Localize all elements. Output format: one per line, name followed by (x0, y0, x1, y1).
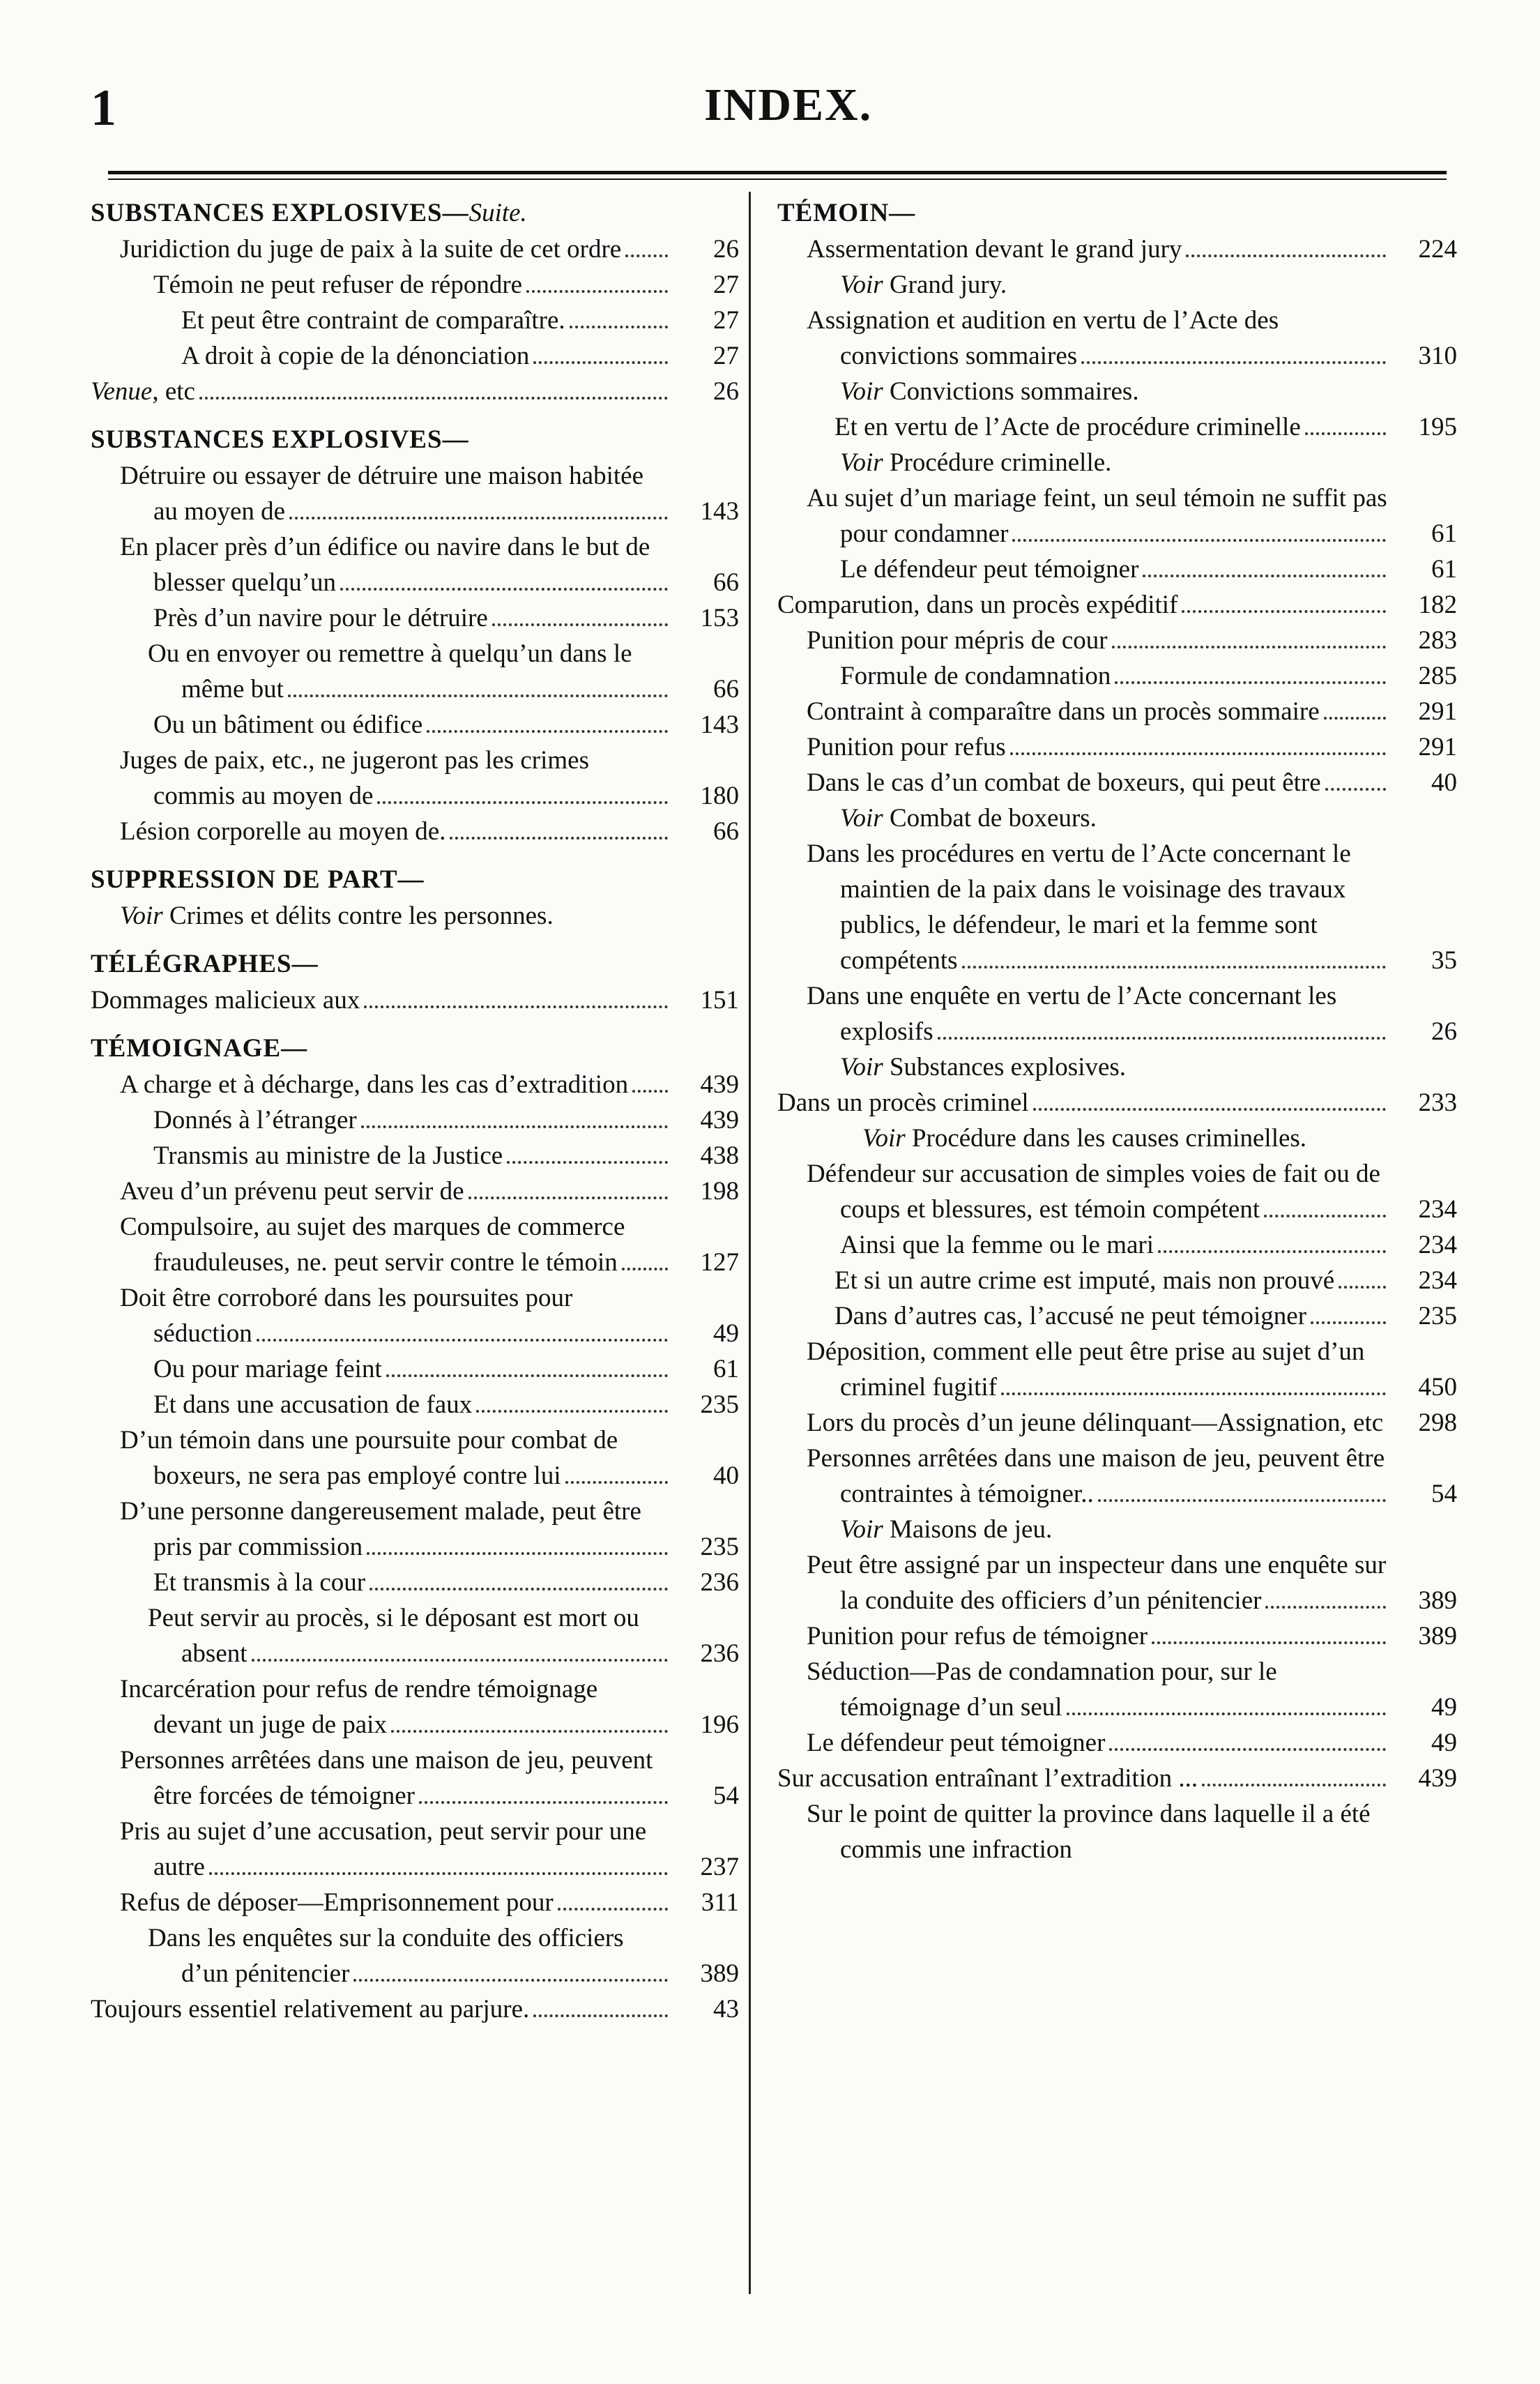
entry-page-number: 439 (700, 1070, 739, 1099)
leader-dots (1339, 1275, 1386, 1289)
entry-page-number: 389 (1418, 1622, 1457, 1650)
leader-dots (209, 1861, 668, 1875)
leader-dots (289, 506, 668, 519)
leader-dots (1067, 1701, 1386, 1715)
leader-dots (938, 1026, 1386, 1040)
leader-dots (367, 1541, 668, 1555)
header-rule-thin (108, 179, 1447, 180)
entry-text: En placer près d’un édifice ou navire dans le but de blesser quelqu’un (120, 533, 650, 597)
index-entry (777, 1121, 1457, 1156)
index-entry (91, 600, 739, 636)
index-entry (777, 374, 1457, 409)
index-section (777, 195, 1457, 1867)
entry-text: Donnés à l’étranger (153, 1106, 357, 1134)
column-divider (749, 192, 751, 2294)
index-entry (777, 1512, 1457, 1547)
section-heading-text: TÉLÉGRAPHES— (91, 950, 319, 978)
entry-text: Dans une enquête en vertu de l’Acte concernant les explosifs (807, 982, 1337, 1046)
index-entry (777, 836, 1457, 978)
index-entry (91, 458, 739, 529)
index-entry (91, 1351, 739, 1387)
index-entry (777, 1334, 1457, 1405)
entry-page-number: 439 (700, 1106, 739, 1134)
leader-dots (476, 1399, 668, 1413)
entry-text: Comparution, dans un procès expéditif (777, 591, 1178, 619)
index-section (91, 1031, 739, 2027)
leader-dots (570, 314, 668, 328)
entry-text: Sur le point de quitter la province dans laquelle il a été commis une infraction (807, 1800, 1371, 1864)
entry-page-number: 61 (713, 1355, 739, 1383)
leader-dots (962, 955, 1386, 969)
entry-page-number: 285 (1418, 662, 1457, 690)
entry-text: Le défendeur peut témoigner (840, 555, 1139, 584)
leader-dots (1033, 1097, 1386, 1111)
entry-text: Et transmis à la cour (153, 1568, 366, 1597)
section-heading-text: SUBSTANCES EXPLOSIVES— (91, 425, 469, 454)
entry-text: Voir Procédure criminelle. (840, 448, 1112, 477)
leader-dots (558, 1897, 668, 1911)
index-entry (777, 1085, 1457, 1121)
index-entry (91, 898, 739, 934)
entry-text: Lors du procès d’un jeune délinquant—Assignation, etc (807, 1409, 1384, 1437)
index-entry (777, 267, 1457, 303)
entry-page-number: 180 (700, 782, 739, 810)
entry-text: D’une personne dangereusement malade, peut être pris par commission (120, 1497, 641, 1561)
entry-page-number: 35 (1431, 946, 1457, 975)
page-header (0, 0, 1540, 174)
index-entry (777, 658, 1457, 694)
leader-dots (1182, 599, 1386, 613)
entry-text: Personnes arrêtées dans une maison de jeu, peuvent être forcées de témoigner (120, 1746, 653, 1810)
entry-page-number: 291 (1418, 697, 1457, 726)
entry-page-number: 298 (1418, 1409, 1457, 1437)
entry-page-number: 235 (700, 1533, 739, 1561)
entry-text: Dans le cas d’un combat de boxeurs, qui peut être (807, 768, 1321, 797)
entry-text: Toujours essentiel relativement au parjure. (91, 1995, 530, 2024)
index-entry (91, 1885, 739, 1920)
entry-page-number: 61 (1431, 555, 1457, 584)
entry-page-number: 233 (1418, 1088, 1457, 1117)
entry-text: Doit être corroboré dans les poursuites pour séduction (120, 1284, 573, 1348)
entry-text: Et en vertu de l’Acte de procédure criminelle (834, 413, 1301, 441)
entry-text: Et dans une accusation de faux (153, 1390, 473, 1419)
entry-text: Peut être assigné par un inspecteur dans une enquête sur la conduite des officiers d’un pénitencier (807, 1551, 1387, 1615)
leader-dots (1098, 1488, 1386, 1502)
index-entry (777, 1654, 1457, 1725)
entry-page-number: 283 (1418, 626, 1457, 655)
entry-text: Le défendeur peut témoigner (807, 1729, 1106, 1757)
entry-text: Dans les enquêtes sur la conduite des officiers d’un pénitencier (148, 1924, 624, 1988)
section-heading-text: SUBSTANCES EXPLOSIVES— (91, 199, 469, 227)
entry-page-number: 234 (1418, 1231, 1457, 1259)
entry-page-number: 235 (1418, 1302, 1457, 1330)
leader-dots (1109, 1737, 1386, 1751)
index-entry (777, 1618, 1457, 1654)
section-heading-text: SUPPRESSION DE PART— (91, 865, 425, 894)
index-entry (777, 765, 1457, 800)
entry-page-number: 127 (700, 1248, 739, 1277)
entry-page-number: 236 (700, 1639, 739, 1668)
index-entry (777, 1298, 1457, 1334)
entry-text: Voir Crimes et délits contre les personnes. (120, 902, 554, 930)
entry-text: D’un témoin dans une poursuite pour combat de boxeurs, ne sera pas employé contre lui (120, 1426, 618, 1490)
entry-page-number: 43 (713, 1995, 739, 2024)
leader-dots (1305, 421, 1386, 435)
index-entry (91, 303, 739, 338)
entry-page-number: 49 (1431, 1729, 1457, 1757)
index-entry (777, 480, 1457, 552)
right-column (777, 195, 1457, 1867)
entry-text: Voir Combat de boxeurs. (840, 804, 1097, 833)
leader-dots (565, 1470, 668, 1484)
leader-dots (288, 683, 668, 697)
leader-dots (526, 279, 668, 293)
entry-page-number: 49 (1431, 1693, 1457, 1722)
entry-page-number: 26 (1431, 1017, 1457, 1046)
index-entry (777, 694, 1457, 729)
index-entry (91, 1920, 739, 1991)
index-entry (777, 409, 1457, 445)
leader-dots (1143, 563, 1386, 577)
leader-dots (1112, 635, 1386, 648)
index-entry (91, 1138, 739, 1174)
leader-dots (1186, 243, 1386, 257)
leader-dots (419, 1790, 668, 1804)
entry-text: Punition pour mépris de cour (807, 626, 1108, 655)
entry-page-number: 234 (1418, 1195, 1457, 1224)
entry-text: Et si un autre crime est imputé, mais non prouvé (834, 1266, 1335, 1295)
index-entry (91, 1102, 739, 1138)
entry-page-number: 27 (713, 271, 739, 299)
leader-dots (427, 719, 668, 733)
entry-page-number: 66 (713, 817, 739, 846)
leader-dots (468, 1185, 668, 1199)
page-number: 1 (91, 79, 116, 137)
index-entry (777, 623, 1457, 658)
index-entry (777, 231, 1457, 267)
leader-dots (492, 612, 668, 626)
entry-text: Dommages malicieux aux (91, 986, 360, 1015)
leader-dots (533, 2003, 668, 2017)
entry-text: A droit à copie de la dénonciation (181, 342, 530, 370)
entry-page-number: 389 (1418, 1586, 1457, 1615)
leader-dots (386, 1363, 668, 1377)
leader-dots (533, 350, 668, 364)
entry-text: Sur accusation entraînant l’extradition ... (777, 1764, 1198, 1793)
leader-dots (1001, 1381, 1386, 1395)
index-entry (91, 1671, 739, 1743)
index-entry (777, 800, 1457, 836)
leader-dots (377, 790, 668, 804)
leader-dots (340, 577, 668, 591)
entry-page-number: 235 (700, 1390, 739, 1419)
index-entry (91, 1067, 739, 1102)
section-heading-text: TÉMOIGNAGE— (91, 1034, 308, 1063)
entry-text: Punition pour refus de témoigner (807, 1622, 1148, 1650)
index-entry (91, 1422, 739, 1494)
entry-text: Voir Maisons de jeu. (840, 1515, 1053, 1544)
section-heading (777, 195, 1457, 231)
leader-dots (364, 994, 668, 1008)
index-entry (91, 982, 739, 1018)
leader-dots (1311, 1310, 1386, 1324)
leader-dots (353, 1968, 668, 1982)
entry-text: Détruire ou essayer de détruire une maison habitée au moyen de (120, 462, 644, 526)
index-section (91, 862, 739, 934)
section-heading-text: TÉMOIN— (777, 199, 916, 227)
entry-page-number: 450 (1418, 1373, 1457, 1402)
entry-text: Déposition, comment elle peut être prise au sujet d’un criminel fugitif (807, 1337, 1365, 1402)
leader-dots (450, 826, 668, 840)
index-entry (91, 814, 739, 849)
index-entry (777, 552, 1457, 587)
leader-dots (1115, 670, 1386, 684)
entry-page-number: 224 (1418, 235, 1457, 264)
entry-page-number: 61 (1431, 519, 1457, 548)
entry-text: Juridiction du juge de paix à la suite de cet ordre (120, 235, 622, 264)
entry-page-number: 26 (713, 377, 739, 406)
index-entry (91, 267, 739, 303)
leader-dots (632, 1079, 668, 1093)
entry-page-number: 291 (1418, 733, 1457, 761)
index-entry (777, 1049, 1457, 1085)
entry-page-number: 310 (1418, 342, 1457, 370)
leader-dots (257, 1328, 668, 1342)
entry-text: Et peut être contraint de comparaître. (181, 306, 565, 335)
entry-page-number: 54 (1431, 1480, 1457, 1508)
index-entry (91, 1209, 739, 1280)
entry-page-number: 40 (713, 1461, 739, 1490)
entry-text: Dans d’autres cas, l’accusé ne peut témoigner (834, 1302, 1307, 1330)
leader-dots (1012, 528, 1386, 542)
entry-page-number: 151 (700, 986, 739, 1015)
index-entry (91, 231, 739, 267)
leader-dots (361, 1114, 668, 1128)
index-section (91, 946, 739, 1018)
page-title: INDEX. (704, 79, 873, 130)
entry-text: Dans les procédures en vertu de l’Acte concernant le maintien de la paix dans le voisinage des travaux publics, le défendeur, le mari et la femme sont compétents (807, 840, 1351, 975)
index-entry (777, 729, 1457, 765)
entry-page-number: 438 (700, 1141, 739, 1170)
entry-page-number: 182 (1418, 591, 1457, 619)
entry-text: Incarcération pour refus de rendre témoignage devant un juge de paix (120, 1675, 598, 1739)
entry-text: Voir Grand jury. (840, 271, 1007, 299)
index-entry (91, 1174, 739, 1209)
entry-text: Ou pour mariage feint (153, 1355, 382, 1383)
leader-dots (507, 1150, 668, 1164)
index-entry (777, 1796, 1457, 1867)
entry-text: Pris au sujet d’une accusation, peut servir pour une autre (120, 1817, 647, 1881)
index-entry (91, 1565, 739, 1600)
index-entry (91, 374, 739, 409)
index-entry (777, 1263, 1457, 1298)
entry-page-number: 237 (700, 1853, 739, 1881)
index-entry (777, 1725, 1457, 1761)
entry-page-number: 234 (1418, 1266, 1457, 1295)
section-heading (91, 1031, 739, 1067)
entry-text: Contraint à comparaître dans un procès sommaire (807, 697, 1320, 726)
entry-text: Ainsi que la femme ou le mari (840, 1231, 1154, 1259)
section-heading-suffix: Suite. (468, 199, 527, 227)
leader-dots (199, 386, 668, 400)
entry-text: Compulsoire, au sujet des marques de commerce frauduleuses, ne. peut servir contre le témoin (120, 1213, 625, 1277)
section-heading (91, 422, 739, 458)
entry-page-number: 54 (713, 1782, 739, 1810)
entry-page-number: 66 (713, 568, 739, 597)
leader-dots (1265, 1595, 1386, 1609)
index-entry (91, 529, 739, 600)
entry-page-number: 198 (700, 1177, 739, 1206)
leader-dots (369, 1577, 668, 1590)
index-entry (91, 1814, 739, 1885)
index-entry (777, 1441, 1457, 1512)
leader-dots (1158, 1239, 1386, 1253)
entry-page-number: 27 (713, 342, 739, 370)
entry-page-number: 311 (701, 1888, 739, 1917)
entry-text: Personnes arrêtées dans une maison de jeu, peuvent être contraintes à témoigner.. (807, 1444, 1385, 1508)
leader-dots (1081, 350, 1386, 364)
entry-text: Au sujet d’un mariage feint, un seul témoin ne suffit pas pour condamner (807, 484, 1387, 548)
leader-dots (625, 243, 668, 257)
leader-dots (1264, 1204, 1386, 1217)
index-entry (777, 1227, 1457, 1263)
entry-text: Séduction—Pas de condamnation pour, sur le témoignage d’un seul (807, 1657, 1277, 1722)
index-entry (91, 338, 739, 374)
index-entry (91, 743, 739, 814)
entry-text: Lésion corporelle au moyen de. (120, 817, 446, 846)
leader-dots (1152, 1630, 1386, 1644)
section-heading (91, 195, 739, 231)
index-entry (91, 1387, 739, 1422)
index-entry (777, 303, 1457, 374)
entry-text: Refus de déposer—Emprisonnement pour (120, 1888, 554, 1917)
leader-dots (622, 1256, 668, 1270)
entry-text: Près d’un navire pour le détruire (153, 604, 488, 632)
index-section (91, 195, 739, 409)
index-entry (91, 1991, 739, 2027)
index-entry (777, 1405, 1457, 1441)
index-entry (777, 445, 1457, 480)
entry-page-number: 389 (700, 1959, 739, 1988)
index-section (91, 422, 739, 849)
entry-text: Transmis au ministre de la Justice (153, 1141, 503, 1170)
entry-page-number: 49 (713, 1319, 739, 1348)
header-rule-thick (108, 171, 1447, 174)
entry-page-number: 143 (700, 711, 739, 739)
entry-text: Venue, etc (91, 377, 195, 406)
leader-dots (1202, 1772, 1386, 1786)
leader-dots (1324, 706, 1386, 720)
entry-text: Punition pour refus (807, 733, 1006, 761)
index-entry (91, 1600, 739, 1671)
entry-text: Dans un procès criminel (777, 1088, 1029, 1117)
entry-text: Voir Procédure dans les causes criminelles. (862, 1124, 1307, 1153)
index-entry (777, 1156, 1457, 1227)
leader-dots (1010, 741, 1386, 755)
left-column (91, 195, 739, 2027)
index-entry (91, 1494, 739, 1565)
index-entry (91, 707, 739, 743)
entry-page-number: 153 (700, 604, 739, 632)
entry-text: Peut servir au procès, si le déposant est mort ou absent (148, 1604, 639, 1668)
section-heading (91, 862, 739, 898)
entry-text: Aveu d’un prévenu peut servir de (120, 1177, 464, 1206)
index-entry (777, 978, 1457, 1049)
entry-page-number: 196 (700, 1710, 739, 1739)
entry-page-number: 40 (1431, 768, 1457, 797)
entry-page-number: 66 (713, 675, 739, 704)
entry-text: A charge et à décharge, dans les cas d’extradition (120, 1070, 629, 1099)
entry-text: Défendeur sur accusation de simples voies de fait ou de coups et blessures, est témoin compétent (807, 1160, 1380, 1224)
index-entry (777, 1547, 1457, 1618)
index-entry (91, 1280, 739, 1351)
entry-page-number: 195 (1418, 413, 1457, 441)
entry-text: Juges de paix, etc., ne jugeront pas les crimes commis au moyen de (120, 746, 589, 810)
entry-page-number: 439 (1418, 1764, 1457, 1793)
entry-text: Assermentation devant le grand jury (807, 235, 1182, 264)
entry-text: Voir Substances explosives. (840, 1053, 1127, 1081)
entry-page-number: 236 (700, 1568, 739, 1597)
entry-page-number: 26 (713, 235, 739, 264)
leader-dots (252, 1648, 668, 1662)
entry-text: Témoin ne peut refuser de répondre (153, 271, 523, 299)
index-entry (91, 636, 739, 707)
index-entry (777, 1761, 1457, 1796)
leader-dots (1325, 777, 1386, 791)
entry-page-number: 27 (713, 306, 739, 335)
entry-text: Ou un bâtiment ou édifice (153, 711, 423, 739)
section-heading (91, 946, 739, 982)
entry-text: Formule de condamnation (840, 662, 1111, 690)
index-entry (91, 1743, 739, 1814)
entry-page-number: 143 (700, 497, 739, 526)
entry-text: Ou en envoyer ou remettre à quelqu’un dans le même but (148, 639, 632, 704)
entry-text: Voir Convictions sommaires. (840, 377, 1139, 406)
index-entry (777, 587, 1457, 623)
leader-dots (391, 1719, 668, 1733)
entry-text: Assignation et audition en vertu de l’Acte des convictions sommaires (807, 306, 1279, 370)
